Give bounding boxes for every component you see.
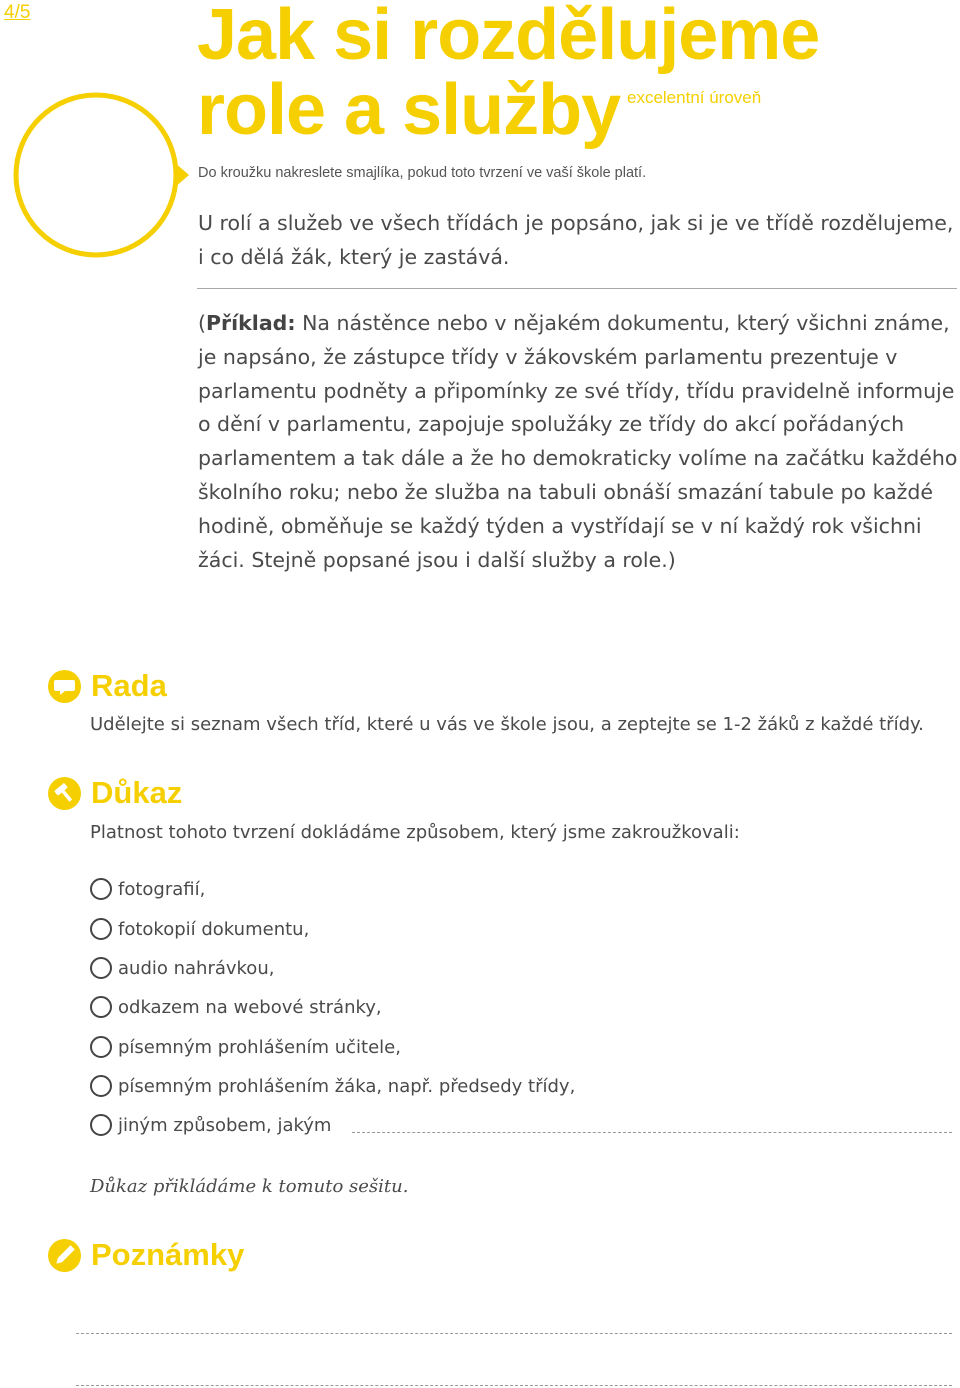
pencil-icon: [48, 1239, 81, 1272]
notes-heading: [48, 1237, 244, 1273]
proof-heading: [48, 775, 182, 811]
option-label: odkazem na webové stránky,: [118, 996, 382, 1018]
option-circle[interactable]: [90, 996, 112, 1018]
instruction-text: Do kroužku nakreslete smajlíka, pokud toto tvrzení ve vaší škole platí.: [198, 165, 647, 181]
proof-option[interactable]: [90, 1114, 331, 1136]
example-label: Příklad:: [206, 311, 296, 335]
arrow-right-icon: [174, 162, 189, 188]
tip-text: Udělejte si seznam všech tříd, které u vás ve škole jsou, a zeptejte se 1-2 žáků z každé třídy.: [90, 714, 924, 735]
option-label: písemným prohlášením žáka, např. předsedy třídy,: [118, 1075, 576, 1097]
notes-line[interactable]: [76, 1385, 952, 1386]
level-label: excelentní úroveň: [627, 88, 762, 107]
proof-option[interactable]: [90, 1075, 575, 1097]
option-label: fotografií,: [118, 878, 206, 900]
proof-heading-label: Důkaz: [91, 775, 183, 810]
notes-line[interactable]: [76, 1333, 952, 1334]
example-text: Na nástěnce nebo v nějakém dokumentu, který všichni známe, je napsáno, že zástupce třídy v žákovském parlamentu prezentuje v parlamentu podněty a připomínky ze své třídy, třídu pravidelně informuje o dění v parlamentu, zapojuje spolužáky ze třídy do akcí pořádaných parlamentem a tak dále a že ho demokraticky volíme na začátku každého školního roku; nebo že služba na tabuli obnáší smazání tabule po každé hodině, obměňuje se každý týden a vystřídají se v ní každý rok všichni žáci. Stejně popsané jsou i další služby a role.: [198, 311, 958, 572]
page-number[interactable]: 4/5: [4, 2, 31, 23]
tip-heading-label: Rada: [91, 668, 167, 703]
option-circle[interactable]: [90, 957, 112, 979]
proof-option[interactable]: [90, 1036, 401, 1058]
divider: [197, 288, 957, 289]
proof-intro: Platnost tohoto tvrzení dokládáme způsobem, který jsme zakroužkovali:: [90, 822, 740, 843]
proof-option[interactable]: [90, 957, 274, 979]
option-label: audio nahrávkou,: [118, 957, 275, 979]
page-title-line2: role a služby: [197, 70, 621, 150]
hammer-icon: [48, 777, 81, 810]
option-label: jiným způsobem, jakým: [118, 1114, 332, 1136]
example-paragraph: (Příklad: Na nástěnce nebo v nějakém dokumentu, který všichni známe, je napsáno, že zástupce třídy v žákovském parlamentu prezentuje v parlamentu podněty a připomínky ze své třídy, třídu pravidelně informuje o dění v parlamentu, zapojuje spolužáky ze třídy do akcí pořádaných parlamentem a tak dále a že ho demokraticky volíme na začátku každého školního roku; nebo že služba na tabuli obnáší smazání tabule po každé hodině, obměňuje se každý týden a vystřídají se v ní každý rok všichni žáci. Stejně popsané jsou i další služby a role.): [198, 311, 958, 572]
option-circle[interactable]: [90, 1075, 112, 1097]
proof-option[interactable]: [90, 996, 382, 1018]
smiley-circle[interactable]: [0, 80, 200, 280]
option-circle[interactable]: [90, 1036, 112, 1058]
proof-note: Důkaz přikládáme k tomuto sešitu.: [90, 1176, 409, 1197]
option-label: písemným prohlášením učitele,: [118, 1036, 401, 1058]
proof-option[interactable]: [90, 878, 205, 900]
speech-bubble-icon: [48, 670, 81, 703]
option-circle[interactable]: [90, 918, 112, 940]
other-method-input[interactable]: [352, 1132, 952, 1133]
proof-option[interactable]: [90, 918, 309, 940]
option-label: fotokopií dokumentu,: [118, 918, 310, 940]
option-circle[interactable]: [90, 878, 112, 900]
page-title: Jak si rozdělujeme: [197, 0, 820, 75]
tip-heading: [48, 668, 167, 704]
notes-heading-label: Poznámky: [91, 1237, 245, 1272]
statement-text: U rolí a služeb ve všech třídách je popsáno, jak si je ve třídě rozdělujeme, i co dělá žák, který je zastává.: [198, 211, 954, 269]
option-circle[interactable]: [90, 1114, 112, 1136]
